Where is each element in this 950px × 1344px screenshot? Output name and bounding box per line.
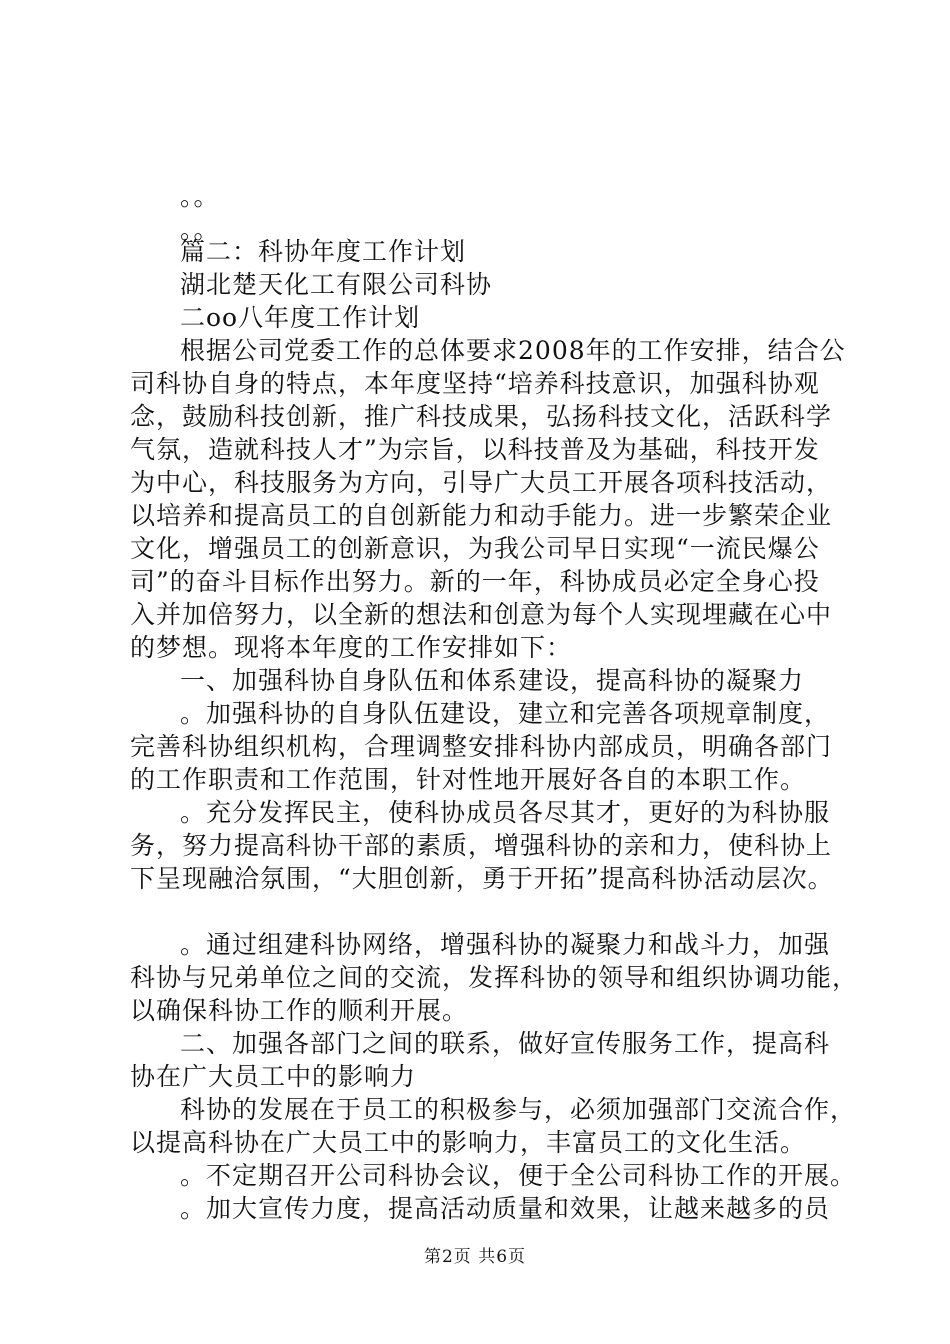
paragraph-line: 的工作职责和工作范围，针对性地开展好各自的本职工作。 [130, 765, 807, 794]
paragraph-line: 。不定期召开公司科协会议，便于全公司科协工作的开展。 [180, 1161, 857, 1190]
paragraph-line: 念，鼓励科技创新，推广科技成果，弘扬科技文化，活跃科学 [130, 402, 833, 431]
paragraph-line: 。充分发挥民主，使科协成员各尽其才，更好的为科协服 [180, 798, 831, 827]
paragraph-line: 入并加倍努力，以全新的想法和创意为每个人实现埋藏在心中 [130, 600, 833, 629]
paragraph-line: 以培养和提高员工的自创新能力和动手能力。进一步繁荣企业 [130, 501, 833, 530]
paragraph-line: 。加大宣传力度，提高活动质量和效果，让越来越多的员 [180, 1194, 831, 1223]
paragraph-line: 务，努力提高科协干部的素质，增强科协的亲和力，使科协上 [130, 831, 833, 860]
paragraph-line: 司”的奋斗目标作出努力。新的一年，科协成员必定全身心投 [130, 567, 820, 596]
paragraph-line: 下呈现融洽氛围，“大胆创新，勇于开拓”提高科协活动层次。 [130, 864, 834, 893]
paragraph-line: 的梦想。现将本年度的工作安排如下： [130, 633, 573, 662]
paragraph-line: 以提高科协在广大员工中的影响力，丰富员工的文化生活。 [130, 1128, 807, 1157]
paragraph-line: 。通过组建科协网络，增强科协的凝聚力和战斗力，加强 [180, 930, 831, 959]
paragraph-line: 为中心，科技服务为方向，引导广大员工开展各项科技活动， [130, 468, 833, 497]
paragraph-line: 文化，增强员工的创新意识，为我公司早日实现“一流民爆公 [130, 534, 820, 563]
paragraph-line: 根据公司党委工作的总体要求2008年的工作安排，结合公 [180, 336, 846, 365]
paragraph-line: 完善科协组织机构，合理调整安排科协内部成员，明确各部门 [130, 732, 833, 761]
page-footer: 第2页 共6页 [423, 1247, 527, 1267]
paragraph-line: 科协与兄弟单位之间的交流，发挥科协的领导和组织协调功能， [130, 963, 859, 992]
heading-one: 一、加强科协自身队伍和体系建设，提高科协的凝聚力 [180, 666, 805, 695]
section-title: 篇二：科协年度工作计划 [180, 237, 467, 266]
paragraph-line: 司科协自身的特点，本年度坚持“培养科技意识，加强科协观 [130, 369, 820, 398]
paragraph-line: 。加强科协的自身队伍建设，建立和完善各项规章制度， [180, 699, 831, 728]
text-line: 。。 [180, 215, 220, 244]
heading-two: 二、加强各部门之间的联系，做好宣传服务工作，提高科 [180, 1029, 831, 1058]
paragraph-line: 科协的发展在于员工的积极参与，必须加强部门交流合作， [180, 1095, 857, 1124]
text-line: 。。 [180, 182, 220, 211]
heading-two-continued: 协在广大员工中的影响力 [130, 1062, 417, 1091]
paragraph-line: 以确保科协工作的顺利开展。 [130, 996, 469, 1025]
organization-name: 湖北楚天化工有限公司科协 [180, 270, 493, 299]
paragraph-line: 气氛，造就科技人才”为宗旨，以科技普及为基础，科技开发 [130, 435, 820, 464]
plan-title: 二oo八年度工作计划 [180, 303, 421, 332]
